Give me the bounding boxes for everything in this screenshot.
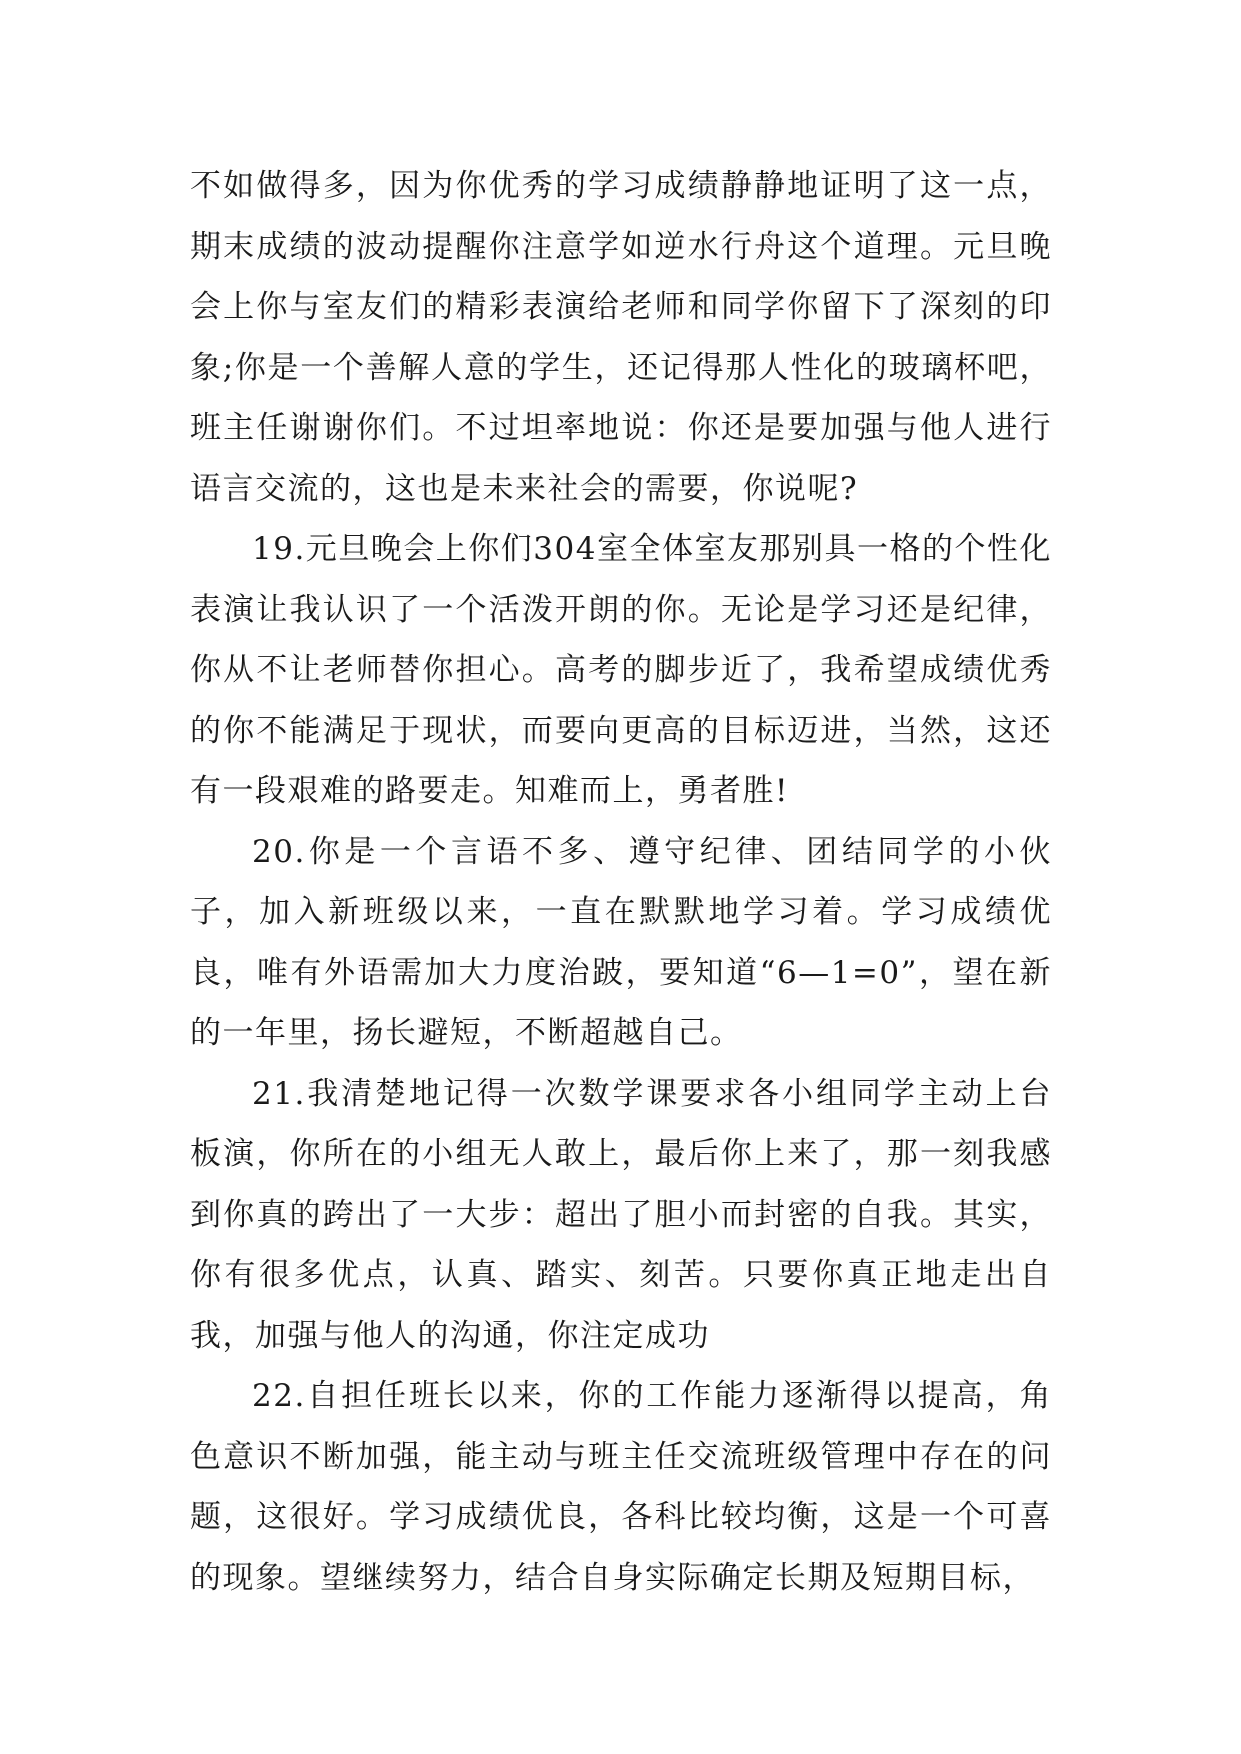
document-body <box>190 156 1052 1608</box>
paragraph-22: 22.自担任班长以来，你的工作能力逐渐得以提高，角色意识不断加强，能主动与班主任交流班级管理中存在的问题，这很好。学习成绩优良，各科比较均衡，这是一个可喜的现象。望继续努力，结合自身实际确定长期及短期目标， <box>190 1378 1052 1596</box>
paragraph-18-continued: 不如做得多，因为你优秀的学习成绩静静地证明了这一点，期末成绩的波动提醒你注意学如逆水行舟这个道理。元旦晚会上你与室友们的精彩表演给老师和同学你留下了深刻的印象;你是一个善解人意的学生，还记得那人性化的玻璃杯吧，班主任谢谢你们。不过坦率地说：你还是要加强与他人进行语言交流的，这也是未来社会的需要，你说呢? <box>190 168 1052 507</box>
paragraph-21: 21.我清楚地记得一次数学课要求各小组同学主动上台板演，你所在的小组无人敢上，最后你上来了，那一刻我感到你真的跨出了一大步：超出了胆小而封密的自我。其实，你有很多优点，认真、踏实、刻苦。只要你真正地走出自我，加强与他人的沟通，你注定成功 <box>190 1075 1052 1354</box>
paragraph-19: 19.元旦晚会上你们304室全体室友那别具一格的个性化表演让我认识了一个活泼开朗的你。无论是学习还是纪律，你从不让老师替你担心。高考的脚步近了，我希望成绩优秀的你不能满足于现状，而要向更高的目标迈进，当然，这还有一段艰难的路要走。知难而上，勇者胜! <box>190 531 1052 809</box>
paragraph-20: 20.你是一个言语不多、遵守纪律、团结同学的小伙子，加入新班级以来，一直在默默地学习着。学习成绩优良，唯有外语需加大力度治跛，要知道“6—1=0”，望在新的一年里，扬长避短，不断超越自己。 <box>190 833 1052 1051</box>
